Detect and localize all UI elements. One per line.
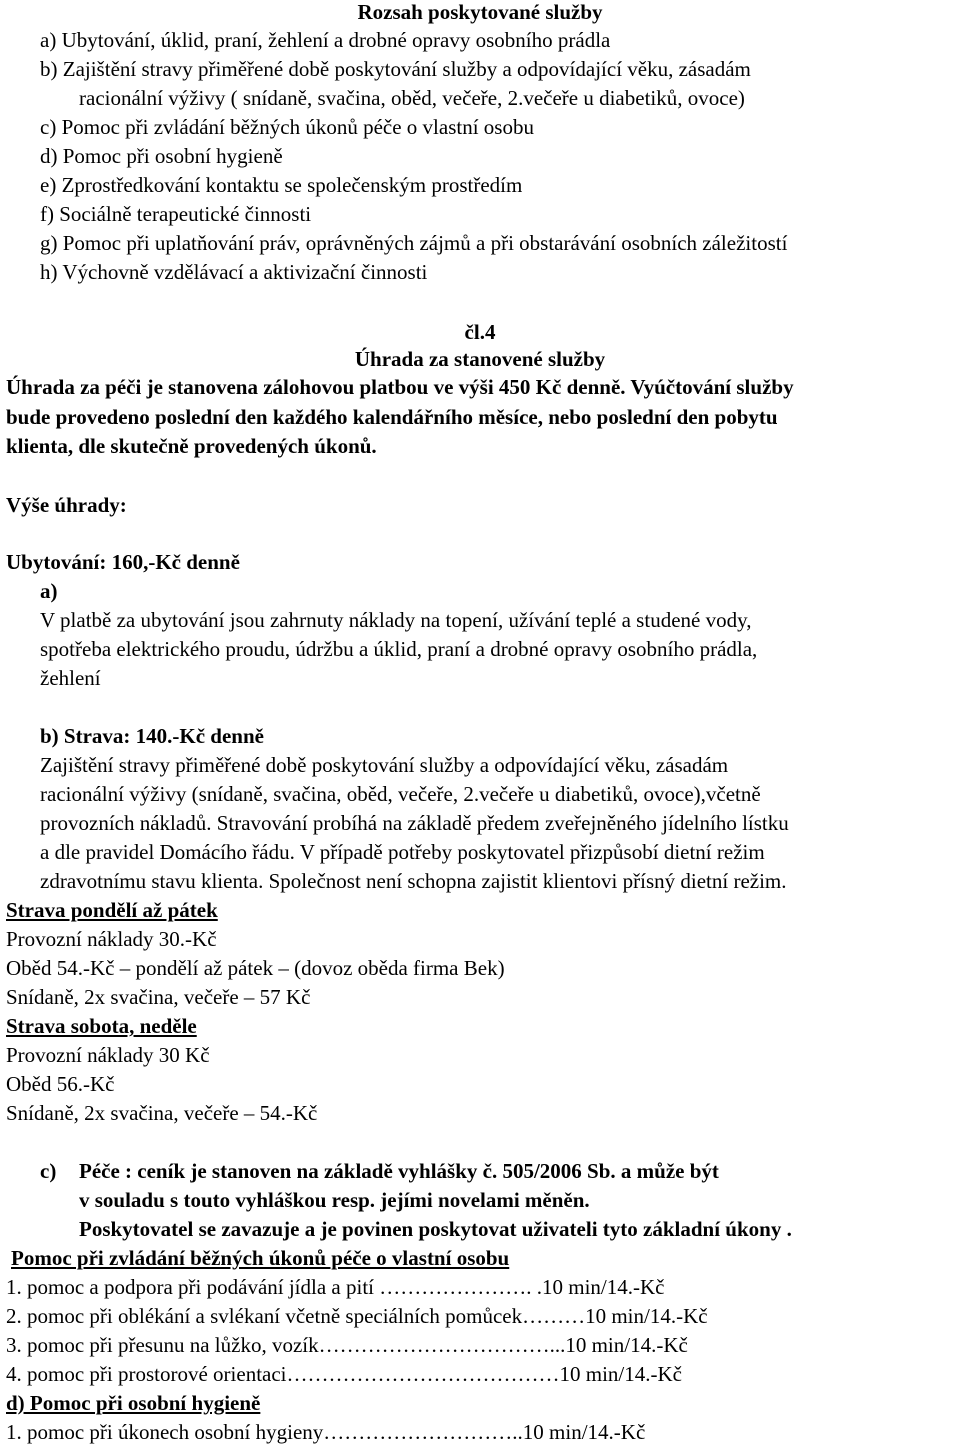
article-heading: Úhrada za stanovené služby (354, 347, 606, 371)
paragraph-line: Poskytovatel se zavazuje a je povinen poskytovat uživateli tyto základní úkony . (79, 1217, 792, 1241)
list-item: Oběd 54.-Kč – pondělí až pátek – (dovoz oběda firma Bek) (6, 956, 505, 980)
paragraph-line: v souladu s touto vyhláškou resp. jejími novelami měněn. (79, 1188, 590, 1212)
paragraph-line: žehlení (40, 666, 101, 690)
list-item: Oběd 56.-Kč (6, 1072, 115, 1096)
weekend-title: Strava sobota, neděle (6, 1014, 197, 1038)
paragraph-line: Úhrada za péči je stanovena zálohovou platbou ve výši 450 Kč denně. Vyúčtování služby (6, 375, 794, 399)
list-item: Provozní náklady 30 Kč (6, 1043, 210, 1067)
paragraph-line: racionální výživy (snídaně, svačina, oběd, večeře, 2.večeře u diabetiků, ovoce),včetně (40, 782, 761, 806)
paragraph-line: zdravotnímu stavu klienta. Společnost není schopna zajistit klientovi přísný dietní režim. (40, 869, 787, 893)
list-item: f) Sociálně terapeutické činnosti (40, 202, 312, 226)
item-marker: c) (40, 1159, 57, 1183)
list-item: b) Zajištění stravy přiměřené době poskytování služby a odpovídající věku, zásadám (40, 57, 751, 81)
list-item: d) Pomoc při osobní hygieně (40, 144, 283, 168)
hygiene-title: d) Pomoc při osobní hygieně (6, 1391, 261, 1415)
list-item: Provozní náklady 30.-Kč (6, 927, 217, 951)
care-list-title: Pomoc při zvládání běžných úkonů péče o vlastní osobu (11, 1246, 510, 1270)
list-item: racionální výživy ( snídaně, svačina, oběd, večeře, 2.večeře u diabetiků, ovoce) (79, 86, 745, 110)
list-item: 1. pomoc při úkonech osobní hygieny………………………..10 min/14.-Kč (6, 1420, 646, 1444)
list-item: 1. pomoc a podpora při podávání jídla a pití …………………. .10 min/14.-Kč (6, 1275, 665, 1299)
item-marker: a) (40, 579, 58, 603)
list-item: h) Výchovně vzdělávací a aktivizační činnosti (40, 260, 428, 284)
paragraph-line: a dle pravidel Domácího řádu. V případě potřeby poskytovatel přizpůsobí dietní režim (40, 840, 765, 864)
list-item: Snídaně, 2x svačina, večeře – 54.-Kč (6, 1101, 318, 1125)
list-item: g) Pomoc při uplatňování práv, oprávněných zájmů a při obstarávání osobních záležitostí (40, 231, 788, 255)
list-item: c) Pomoc při zvládání běžných úkonů péče o vlastní osobu (40, 115, 534, 139)
paragraph-line: bude provedeno poslední den každého kalendářního měsíce, nebo poslední den pobytu (6, 405, 778, 429)
paragraph-line: spotřeba elektrického proudu, údržbu a úklid, praní a drobné opravy osobního prádla, (40, 637, 758, 661)
paragraph-line: Péče : ceník je stanoven na základě vyhlášky č. 505/2006 Sb. a může být (79, 1159, 719, 1183)
section-title: Rozsah poskytované služby (357, 0, 603, 24)
list-item: Snídaně, 2x svačina, večeře – 57 Kč (6, 985, 311, 1009)
article-number: čl.4 (464, 320, 496, 344)
payment-label: Výše úhrady: (6, 493, 127, 517)
paragraph-line: provozních nákladů. Stravování probíhá na základě předem zveřejněného jídelního lístku (40, 811, 789, 835)
list-item: 3. pomoc při přesunu na lůžko, vozík……………………………...10 min/14.-Kč (6, 1333, 688, 1357)
paragraph-line: V platbě za ubytování jsou zahrnuty náklady na topení, užívání teplé a studené vody, (40, 608, 752, 632)
paragraph-line: Zajištění stravy přiměřené době poskytování služby a odpovídající věku, zásadám (40, 753, 729, 777)
weekday-title: Strava pondělí až pátek (6, 898, 218, 922)
list-item: a) Ubytování, úklid, praní, žehlení a drobné opravy osobního prádla (40, 28, 611, 52)
list-item: 4. pomoc při prostorové orientaci…………………………………10 min/14.-Kč (6, 1362, 682, 1386)
food-title: b) Strava: 140.-Kč denně (40, 724, 264, 748)
paragraph-line: klienta, dle skutečně provedených úkonů. (6, 434, 377, 458)
housing-title: Ubytování: 160,-Kč denně (6, 550, 240, 574)
list-item: 2. pomoc při oblékání a svlékaní včetně speciálních pomůcek………10 min/14.-Kč (6, 1304, 708, 1328)
list-item: e) Zprostředkování kontaktu se společenským prostředím (40, 173, 523, 197)
